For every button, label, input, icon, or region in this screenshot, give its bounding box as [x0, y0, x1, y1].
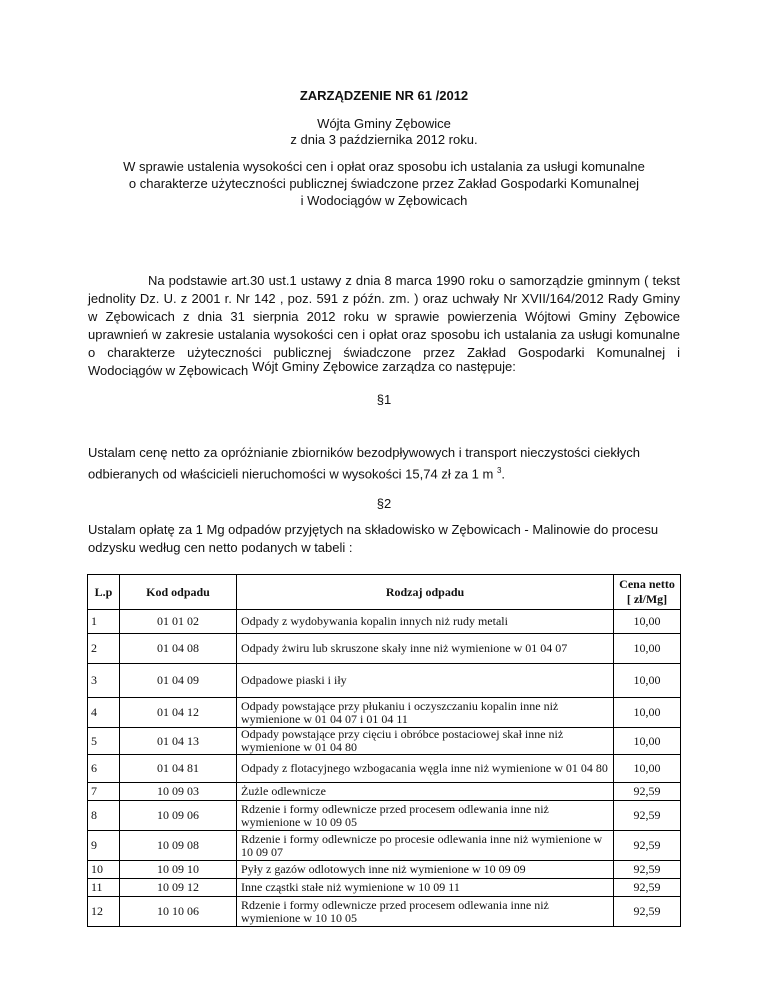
section-1-mark: §1 — [376, 392, 392, 407]
legal-basis-paragraph: Na podstawie art.30 ust.1 ustawy z dnia 8 marca 1990 roku o samorządzie gminnym ( tekst jednolity Dz. U. z 2001 r. Nr 142 , poz. 591 z późn. zm. ) oraz uchwały Nr XVII/164/2012 Rady Gminy w Zębowicach z dnia 31 sierpnia 2012 roku w sprawie powierzenia Wójtowi Gminy Zębowice uprawnień w zakresie ustalania wysokości cen i opłat oraz sposobu ich ustalania za usługi komunalne o charakterze użyteczności publicznej świadczone przez Zakład Gospodarki Komunalnej i Wodociągów w Zębowicach — [88, 273, 680, 378]
table-row: 10 10 09 10 Pyły z gazów odlotowych inne niż wymienione w 10 09 09 92,59 — [88, 861, 681, 879]
table-row: 7 10 09 03 Żużle odlewnicze 92,59 — [88, 783, 681, 801]
header-description: Rodzaj odpadu — [237, 575, 614, 610]
table-row: 8 10 09 06 Rdzenie i formy odlewnicze przed procesem odlewania inne niż wymienione w 10 09 05 92,59 — [88, 801, 681, 831]
subject-line-3: i Wodociągów w Zębowicach — [300, 193, 468, 208]
section-1-text: Ustalam cenę netto za opróżnianie zbiorników bezodpływowych i transport nieczystości ciekłych odbieranych od właścicieli nieruchomości w wysokości 15,74 zł za 1 m $^3$. — [88, 445, 641, 482]
table-header-row — [88, 575, 681, 610]
table-row: 6 01 04 81 Odpady z flotacyjnego wzbogacania węgla inne niż wymienione w 01 04 80 10,00 — [88, 755, 681, 783]
table-row: 9 10 09 08 Rdzenie i formy odlewnicze po procesie odlewania inne niż wymienione w 10 09 07 92,59 — [88, 831, 681, 861]
header-lp: L.p — [88, 575, 120, 610]
section-2-mark: §2 — [376, 496, 392, 511]
table-row: 3 01 04 09 Odpadowe piaski i iły 10,00 — [88, 664, 681, 698]
decree-line: Wójt Gminy Zębowice zarządza co następuje: — [252, 359, 516, 374]
table-row: 2 01 04 08 Odpady żwiru lub skruszone skały inne niż wymienione w 01 04 07 10,00 — [88, 634, 681, 664]
section-2-text: Ustalam opłatę za 1 Mg odpadów przyjętych na składowisko w Zębowicach - Malinowie do procesu odzysku według cen netto podanych w tabeli : — [88, 522, 659, 555]
header-code: Kod odpadu — [120, 575, 237, 610]
waste-price-table — [87, 574, 681, 927]
table-row: 11 10 09 12 Inne cząstki stałe niż wymienione w 10 09 11 92,59 — [88, 879, 681, 897]
table-row: 12 10 10 06 Rdzenie i formy odlewnicze przed procesem odlewania inne niż wymienione w 10 10 05 92,59 — [88, 897, 681, 927]
issuer: Wójta Gminy Zębowice — [317, 116, 451, 131]
superscript: 3 — [496, 466, 502, 475]
decree-date: z dnia 3 października 2012 roku. — [290, 132, 478, 147]
subject-line-2: o charakterze użyteczności publicznej świadczone przez Zakład Gospodarki Komunalnej — [128, 176, 640, 191]
decree-title: ZARZĄDZENIE NR 61 /2012 — [299, 88, 469, 103]
table-row: 4 01 04 12 Odpady powstające przy płukaniu i oczyszczaniu kopalin inne niż wymienione w 01 04 07 i 01 04 11 10,00 — [88, 698, 681, 728]
subject-line-1: W sprawie ustalenia wysokości cen i opłat oraz sposobu ich ustalania za usługi komunalne — [123, 159, 645, 174]
table-row: 5 01 04 13 Odpady powstające przy cięciu i obróbce postaciowej skał inne niż wymienione w 01 04 80 10,00 — [88, 728, 681, 755]
table-row: 1 01 01 02 Odpady z wydobywania kopalin innych niż rudy metali 10,00 — [88, 610, 681, 634]
header-price: Cena netto [ zł/Mg] — [614, 575, 681, 610]
